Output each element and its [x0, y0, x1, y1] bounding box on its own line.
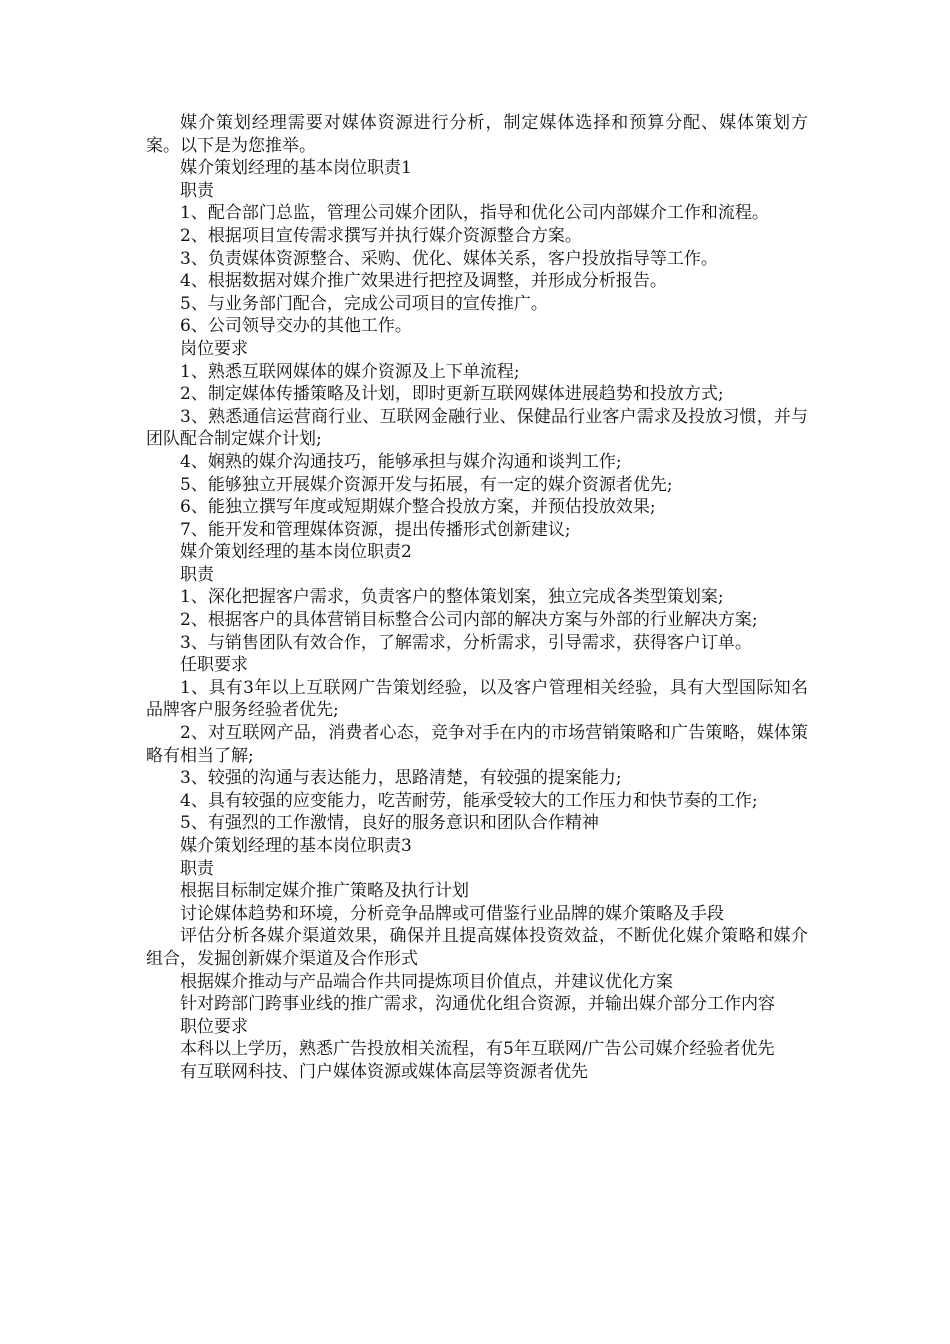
duty-item: 4、根据数据对媒介推广效果进行把控及调整，并形成分析报告。 [180, 271, 667, 292]
requirement-item: 4、娴熟的媒介沟通技巧，能够承担与媒介沟通和谈判工作; [180, 451, 622, 472]
duty-item: 根据目标制定媒介推广策略及执行计划 [180, 881, 469, 902]
requirement-item: 5、能够独立开展媒介资源开发与拓展，有一定的媒介资源者优先; [180, 474, 673, 495]
duty-item: 5、与业务部门配合，完成公司项目的宣传推广。 [180, 293, 548, 314]
requirement-item: 本科以上学历，熟悉广告投放相关流程，有5年互联网/广告公司媒介经验者优先 [180, 1039, 775, 1060]
requirement-item: 有互联网科技、门户媒体资源或媒体高层等资源者优先 [180, 1061, 588, 1082]
requirement-item: 3、熟悉通信运营商行业、互联网金融行业、保健品行业客户需求及投放习惯，并与团队配合制定媒介计划; [146, 406, 808, 450]
intro-paragraph: 媒介策划经理需要对媒体资源进行分析，制定媒体选择和预算分配、媒体策划方案。以下是为您推举。 [146, 113, 808, 156]
section-heading-2: 媒介策划经理的基本岗位职责2 [180, 542, 412, 563]
duty-item: 根据媒介推动与产品端合作共同提炼项目价值点，并建议优化方案 [180, 971, 673, 992]
requirement-item: 7、能开发和管理媒体资源，提出传播形式创新建议; [180, 519, 571, 540]
duty-item: 2、根据客户的具体营销目标整合公司内部的解决方案与外部的行业解决方案; [180, 610, 758, 631]
duty-item: 3、与销售团队有效合作，了解需求，分析需求，引导需求，获得客户订单。 [180, 632, 752, 653]
subheading-duties-3: 职责 [180, 858, 214, 879]
duty-item: 6、公司领导交办的其他工作。 [180, 316, 412, 337]
requirement-item: 2、制定媒体传播策略及计划，即时更新互联网媒体进展趋势和投放方式; [180, 384, 724, 405]
subheading-requirements-1: 岗位要求 [180, 338, 248, 359]
document-body [146, 112, 808, 1084]
duty-item: 3、负责媒体资源整合、采购、优化、媒体关系，客户投放指导等工作。 [180, 248, 718, 269]
requirement-item: 4、具有较强的应变能力，吃苦耐劳，能承受较大的工作压力和快节奏的工作; [180, 790, 758, 811]
section-heading-1: 媒介策划经理的基本岗位职责1 [180, 158, 412, 179]
requirement-item: 3、较强的沟通与表达能力，思路清楚，有较强的提案能力; [180, 768, 622, 789]
requirement-item: 1、熟悉互联网媒体的媒介资源及上下单流程; [180, 361, 520, 382]
subheading-requirements-3: 职位要求 [180, 1016, 248, 1037]
subheading-requirements-2: 任职要求 [180, 655, 248, 676]
duty-item: 针对跨部门跨事业线的推广需求，沟通优化组合资源，并输出媒介部分工作内容 [180, 994, 775, 1015]
section-heading-3: 媒介策划经理的基本岗位职责3 [180, 836, 412, 856]
duty-item: 评估分析各媒介渠道效果，确保并且提高媒体投资效益，不断优化媒介策略和媒介组合，发掘创新媒介渠道及合作形式 [146, 926, 808, 969]
requirement-item: 5、有强烈的工作激情，良好的服务意识和团队合作精神 [180, 813, 599, 834]
duty-item: 2、根据项目宣传需求撰写并执行媒介资源整合方案。 [180, 225, 582, 246]
requirement-item: 2、对互联网产品，消费者心态，竞争对手在内的市场营销策略和广告策略，媒体策略有相当了解; [146, 723, 808, 766]
duty-item: 1、配合部门总监，管理公司媒介团队，指导和优化公司内部媒介工作和流程。 [180, 203, 769, 224]
subheading-duties-2: 职责 [180, 564, 214, 585]
duty-item: 1、深化把握客户需求，负责客户的整体策划案，独立完成各类型策划案; [180, 587, 724, 608]
subheading-duties-1: 职责 [180, 180, 214, 201]
requirement-item: 6、能独立撰写年度或短期媒介整合投放方案，并预估投放效果; [180, 497, 656, 518]
requirement-item: 1、具有3年以上互联网广告策划经验，以及客户管理相关经验，具有大型国际知名品牌客户服务经验者优先; [146, 677, 808, 721]
duty-item: 讨论媒体趋势和环境，分析竞争品牌或可借鉴行业品牌的媒介策略及手段 [180, 903, 724, 924]
